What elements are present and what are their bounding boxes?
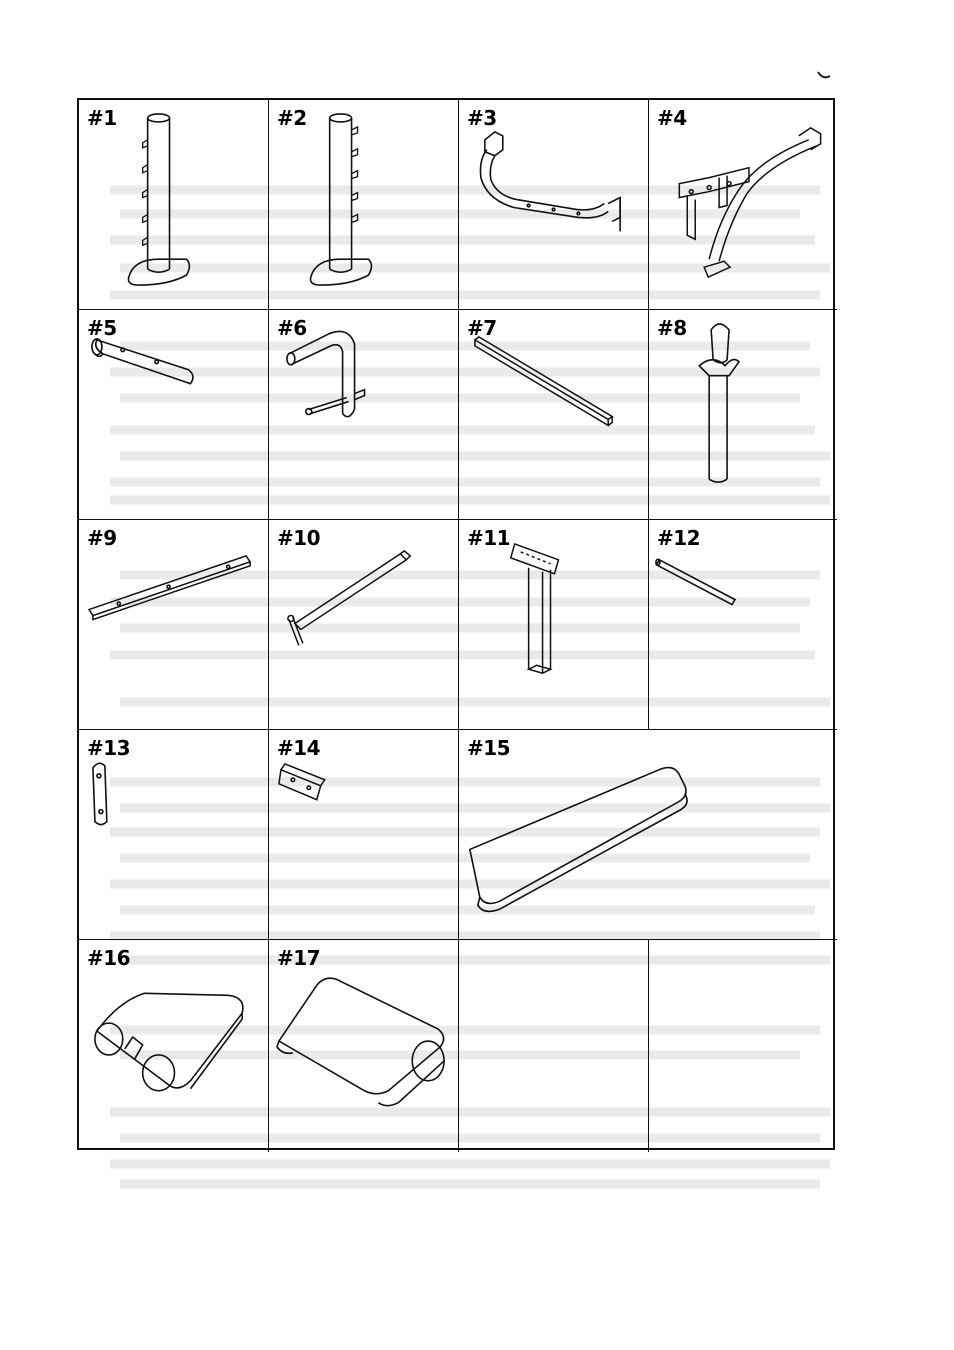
- t-post-icon: [459, 520, 648, 729]
- part-cell-13: [79, 730, 269, 940]
- part-cell-12: [649, 520, 837, 730]
- part-cell-5: [79, 310, 269, 520]
- part-cell-17: [269, 940, 459, 1152]
- bent-support-tube-icon: [269, 310, 458, 519]
- part-label: #14: [277, 736, 321, 760]
- base-foot-tube-icon: [79, 310, 268, 519]
- part-cell-11: [459, 520, 649, 730]
- post-with-cradle-icon: [649, 310, 837, 519]
- curved-frame-bracket-icon: [649, 100, 837, 309]
- flat-bar-icon: [79, 520, 268, 729]
- part-cell-7: [459, 310, 649, 520]
- small-plate-icon: [79, 730, 268, 939]
- backrest-pad-icon: [459, 730, 837, 939]
- part-cell-9: [79, 520, 269, 730]
- part-label: #17: [277, 946, 321, 970]
- part-label: #13: [87, 736, 131, 760]
- upright-post-left-icon: [79, 100, 268, 309]
- part-label: #7: [467, 316, 497, 340]
- empty-cell-18: [459, 940, 649, 1152]
- part-label: #9: [87, 526, 117, 550]
- part-cell-3: [459, 100, 649, 310]
- part-label: #15: [467, 736, 511, 760]
- part-cell-10: [269, 520, 459, 730]
- part-label: #12: [657, 526, 701, 550]
- part-cell-1: [79, 100, 269, 310]
- part-cell-6: [269, 310, 459, 520]
- part-label: #5: [87, 316, 117, 340]
- part-cell-4: [649, 100, 837, 310]
- seat-pad-icon: [269, 940, 458, 1152]
- part-label: #1: [87, 106, 117, 130]
- part-label: #2: [277, 106, 307, 130]
- seat-pad-with-notch-icon: [79, 940, 268, 1152]
- upright-post-right-icon: [269, 100, 458, 309]
- part-cell-8: [649, 310, 837, 520]
- curved-handlebar-icon: [459, 100, 648, 309]
- part-label: #3: [467, 106, 497, 130]
- part-cell-15: [459, 730, 837, 940]
- part-label: #11: [467, 526, 511, 550]
- part-cell-2: [269, 100, 459, 310]
- empty-cell-19: [649, 940, 837, 1152]
- angle-bracket-icon: [269, 730, 458, 939]
- part-cell-16: [79, 940, 269, 1152]
- bar-with-pin-icon: [269, 520, 458, 729]
- part-label: #8: [657, 316, 687, 340]
- part-label: #4: [657, 106, 687, 130]
- part-label: #16: [87, 946, 131, 970]
- long-square-bar-icon: [459, 310, 648, 519]
- short-rod-icon: [649, 520, 837, 729]
- part-label: #10: [277, 526, 321, 550]
- part-cell-14: [269, 730, 459, 940]
- parts-grid: [77, 98, 835, 1150]
- part-label: #6: [277, 316, 307, 340]
